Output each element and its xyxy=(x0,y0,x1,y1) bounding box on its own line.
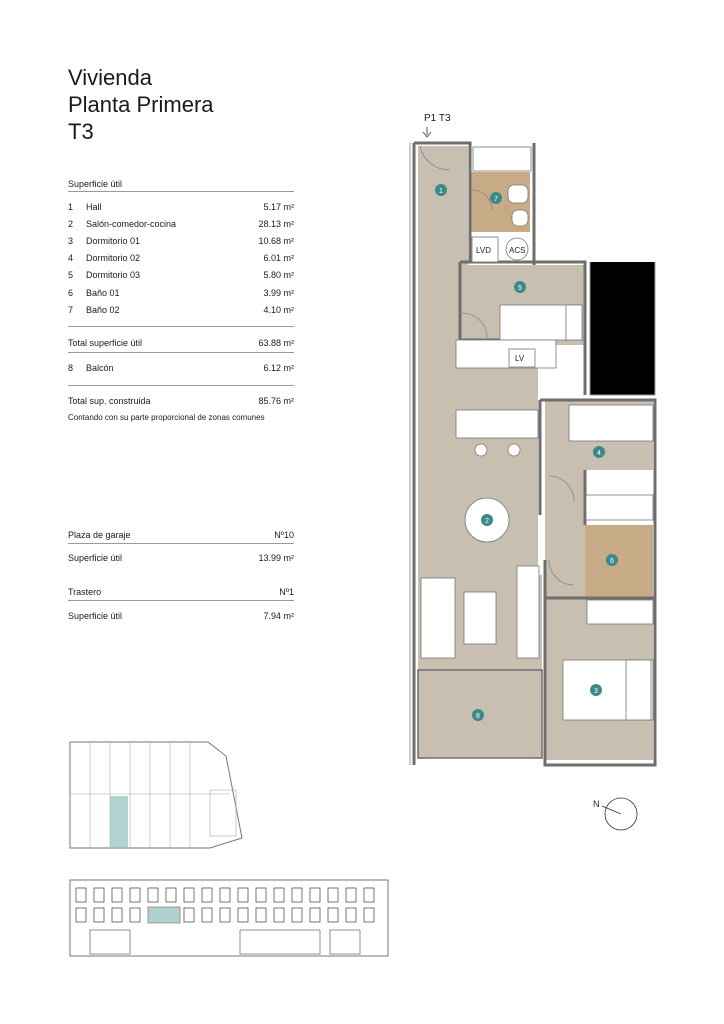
construida-label: Total sup. construida xyxy=(68,396,151,406)
row-label: Dormitorio 02 xyxy=(86,253,141,263)
area-row xyxy=(68,288,294,300)
ground-floor-openings xyxy=(90,930,360,954)
construida-note: Contando con su parte proporcional de zonas comunes xyxy=(68,413,265,422)
garaje-sup-row xyxy=(68,553,294,565)
total-util-value: 63.88 m² xyxy=(258,338,294,348)
trastero-sup-value: 7.94 m² xyxy=(263,611,294,621)
trastero-header xyxy=(68,587,294,601)
garaje-label: Plaza de garaje xyxy=(68,530,131,540)
row-number: 7 xyxy=(68,305,74,315)
construida-row xyxy=(68,396,294,408)
row-number: 8 xyxy=(68,363,74,373)
facade-windows xyxy=(76,888,374,922)
floor-plan xyxy=(400,108,665,780)
area-row xyxy=(68,270,294,282)
key-plan-grid xyxy=(70,742,230,848)
trastero-label: Trastero xyxy=(68,587,102,597)
unit-highlight xyxy=(148,907,180,923)
construida-value: 85.76 m² xyxy=(258,396,294,406)
compass-icon xyxy=(590,790,650,840)
unit-highlight xyxy=(110,796,128,848)
trastero-sup-row xyxy=(68,611,294,623)
area-row xyxy=(68,236,294,248)
page-title xyxy=(68,64,214,145)
area-row xyxy=(68,202,294,214)
divider xyxy=(68,326,294,327)
garaje-header xyxy=(68,530,294,544)
divider xyxy=(68,385,294,386)
total-util-row xyxy=(68,338,294,350)
row-value: 5.80 m² xyxy=(263,270,294,280)
trastero-number: Nº1 xyxy=(279,587,294,597)
room-marker-label: 1 xyxy=(439,188,443,195)
row-number: 2 xyxy=(68,219,74,229)
acs-label: ACS xyxy=(509,246,526,255)
row-value: 3.99 m² xyxy=(263,288,294,298)
lv-label: LV xyxy=(515,354,525,363)
room-marker-label: 4 xyxy=(597,450,601,457)
row-value: 6.12 m² xyxy=(263,363,294,373)
room-marker-label: 7 xyxy=(494,196,498,203)
area-row xyxy=(68,305,294,317)
unit-label: P1 T3 xyxy=(424,113,451,124)
row-label: Balcón xyxy=(86,363,114,373)
total-util-label: Total superficie útil xyxy=(68,338,143,348)
row-value: 4.10 m² xyxy=(263,305,294,315)
row-number: 3 xyxy=(68,236,74,246)
area-row xyxy=(68,253,294,265)
balcon-row xyxy=(68,363,294,375)
trastero-sup-label: Superficie útil xyxy=(68,611,123,621)
row-label: Baño 02 xyxy=(86,305,120,315)
row-label: Hall xyxy=(86,202,102,212)
row-number: 1 xyxy=(68,202,74,212)
row-value: 6.01 m² xyxy=(263,253,294,263)
garaje-sup-label: Superficie útil xyxy=(68,553,123,563)
area-row xyxy=(68,219,294,231)
title-line-3: T3 xyxy=(68,119,94,144)
superficie-util-heading: Superficie útil xyxy=(68,179,294,192)
row-label: Dormitorio 01 xyxy=(86,236,141,246)
room-marker-label: 2 xyxy=(485,518,489,525)
entrance-arrow-icon xyxy=(423,127,431,137)
room-marker-label: 8 xyxy=(476,713,480,720)
row-label: Dormitorio 03 xyxy=(86,270,141,280)
title-line-1: Vivienda xyxy=(68,65,152,90)
row-value: 28.13 m² xyxy=(258,219,294,229)
garaje-number: Nº10 xyxy=(274,530,294,540)
room-marker-label: 6 xyxy=(610,558,614,565)
room-marker-label: 5 xyxy=(518,285,522,292)
row-number: 4 xyxy=(68,253,74,263)
row-number: 6 xyxy=(68,288,74,298)
title-line-2: Planta Primera xyxy=(68,92,214,117)
row-label: Salón-comedor-cocina xyxy=(86,219,177,229)
divider xyxy=(68,352,294,353)
compass-label: N xyxy=(593,799,600,809)
key-plan xyxy=(60,738,260,858)
room-marker-label: 3 xyxy=(594,688,598,695)
facade-elevation xyxy=(60,872,400,958)
row-label: Baño 01 xyxy=(86,288,120,298)
lvd-label: LVD xyxy=(476,246,491,255)
row-value: 10.68 m² xyxy=(258,236,294,246)
row-number: 5 xyxy=(68,270,74,280)
row-value: 5.17 m² xyxy=(263,202,294,212)
garaje-sup-value: 13.99 m² xyxy=(258,553,294,563)
